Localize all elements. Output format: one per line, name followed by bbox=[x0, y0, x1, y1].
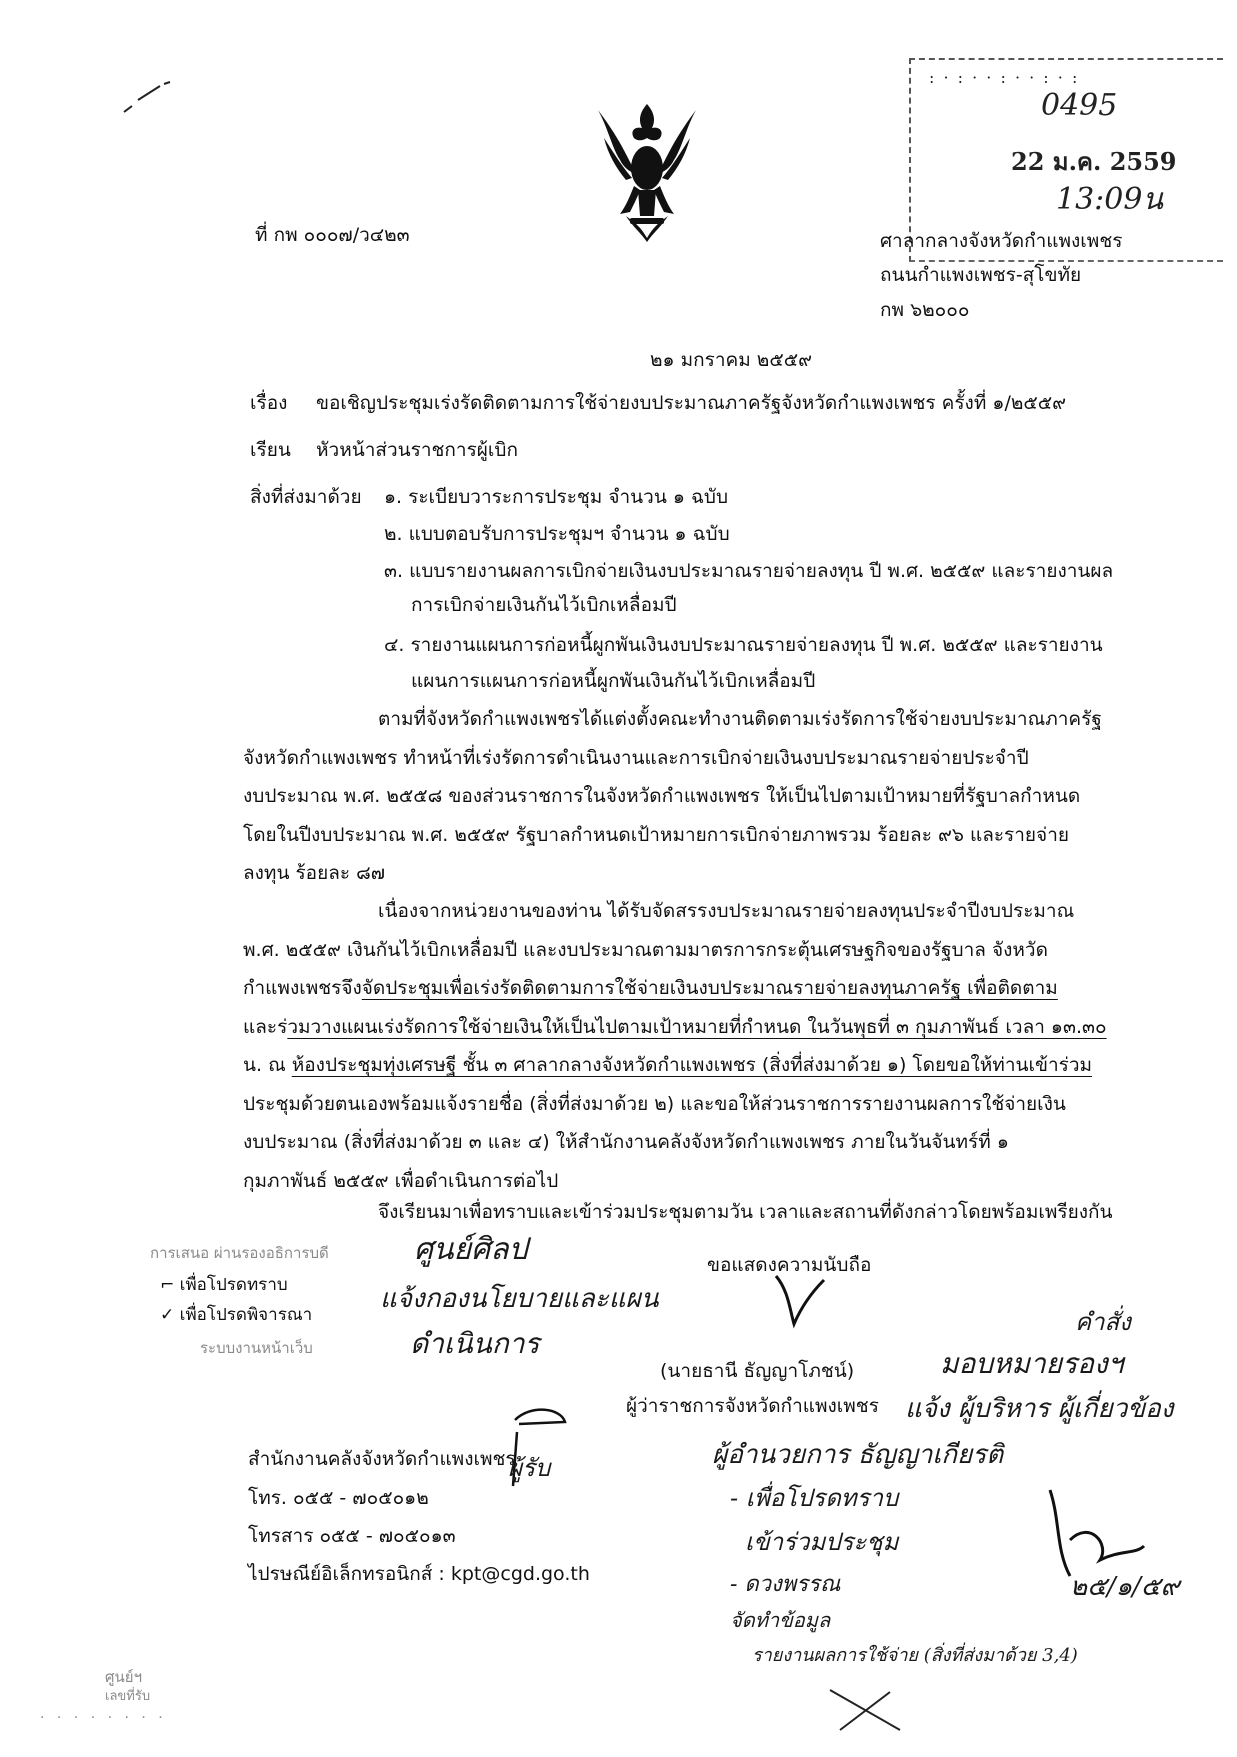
paragraph-line: ประชุมด้วยตนเองพร้อมแจ้งรายชื่อ (สิ่งที่ส่งมาด้วย ๒) และขอให้ส่วนราชการรายงานผลการใช้จ่ายเงิน bbox=[243, 1092, 1066, 1115]
handwritten-note: ดำเนินการ bbox=[410, 1327, 540, 1360]
underlined-text: ห้องประชุมทุ่งเศรษฐี ชั้น ๓ ศาลากลางจังหวัดกำแพงเพชร (สิ่งที่ส่งมาด้วย ๑) โดยขอให้ท่านเข้าร่วม bbox=[291, 1054, 1093, 1076]
stamp-header: : · : · · : · · : · : bbox=[929, 68, 1080, 87]
paragraph-line bbox=[243, 1046, 1138, 1085]
handwritten-note: แจ้งกองนโยบายและแผน bbox=[380, 1284, 659, 1314]
scribble-mark-icon bbox=[820, 1680, 910, 1740]
paragraph-line bbox=[243, 969, 1138, 1008]
enclosure-item: ๑. ระเบียบวาระการประชุม จำนวน ๑ ฉบับ bbox=[384, 486, 729, 508]
paragraph-line: กุมภาพันธ์ ๒๕๕๙ เพื่อดำเนินการต่อไป bbox=[243, 1169, 559, 1192]
paragraph-line: ตามที่จังหวัดกำแพงเพชรได้แต่งตั้งคณะทำงานติดตามเร่งรัดการใช้จ่ายงบประมาณภาครัฐ bbox=[378, 708, 1102, 730]
handwritten-order: จัดทำข้อมูล bbox=[730, 1608, 831, 1632]
checkbox-line-icon: ⌐ bbox=[160, 1275, 175, 1295]
paragraph-1 bbox=[243, 700, 1138, 893]
paragraph-line bbox=[243, 1008, 1138, 1047]
closing-text: จึงเรียนมาเพื่อทราบและเข้าร่วมประชุมตามวัน เวลาและสถานที่ดังกล่าวโดยพร้อมเพรียงกัน bbox=[378, 1201, 1113, 1223]
enclosure-item: แผนการแผนการก่อหนี้ผูกพันเงินกันไว้เบิกเหลื่อมปี bbox=[411, 670, 816, 692]
paragraph-line: ลงทุน ร้อยละ ๘๗ bbox=[243, 862, 386, 884]
paragraph-line: พ.ศ. ๒๕๕๙ เงินกันไว้เบิกเหลื่อมปี และงบประมาณตามมาตรการกระตุ้นเศรษฐกิจของรัฐบาล จังหวัด bbox=[243, 938, 1048, 961]
paragraph-line: เนื่องจากหน่วยงานของท่าน ได้รับจัดสรรงบประมาณรายจ่ายลงทุนประจำปีงบประมาณ bbox=[378, 900, 1075, 922]
address-line3: กพ ๖๒๐๐๐ bbox=[880, 299, 970, 321]
signer-name: (นายธานี ธัญญาโภชน์) bbox=[660, 1360, 855, 1382]
office-email: ไปรษณีย์อิเล็กทรอนิกส์ : kpt@cgd.go.th bbox=[248, 1563, 590, 1585]
to-text: หัวหน้าส่วนราชการผู้เบิก bbox=[316, 439, 518, 461]
enclosure-item: ๓. แบบรายงานผลการเบิกจ่ายเงินงบประมาณรายจ่ายลงทุน ปี พ.ศ. ๒๕๕๙ และรายงานผล bbox=[384, 560, 1114, 582]
office-fax: โทรสาร ๐๕๕ - ๗๐๕๐๑๓ bbox=[248, 1525, 456, 1547]
routing-title: การเสนอ ผ่านรองอธิการบดี bbox=[150, 1244, 329, 1262]
handwritten-order: - ดวงพรรณ bbox=[730, 1572, 841, 1597]
paragraph-line: จังหวัดกำแพงเพชร ทำหน้าที่เร่งรัดการดำเนินงานและการเบิกจ่ายเงินงบประมาณรายจ่ายประจำปี bbox=[243, 746, 1029, 769]
initials-date: ผู้รับ bbox=[508, 1454, 551, 1482]
stamp-date: 22 ม.ค. 2559 bbox=[1011, 147, 1177, 176]
order-label: คำสั่ง bbox=[1075, 1308, 1131, 1336]
subject-text: ขอเชิญประชุมเร่งรัดติดตามการใช้จ่ายงบประมาณภาครัฐจังหวัดกำแพงเพชร ครั้งที่ ๑/๒๕๕๙ bbox=[316, 392, 1067, 414]
signer-title: ผู้ว่าราชการจังหวัดกำแพงเพชร bbox=[626, 1395, 879, 1417]
handwritten-note: ศูนย์ศิลป bbox=[414, 1232, 528, 1267]
handwritten-order: มอบหมายรองฯ bbox=[940, 1347, 1124, 1380]
reference-number: ที่ กพ ๐๐๐๗/ว๔๒๓ bbox=[255, 224, 410, 246]
enclosure-item: ๔. รายงานแผนการก่อหนี้ผูกพันเงินงบประมาณรายจ่ายลงทุน ปี พ.ศ. ๒๕๕๙ และรายงาน bbox=[384, 634, 1103, 656]
to-label: เรียน bbox=[250, 439, 291, 461]
letter-date: ๒๑ มกราคม ๒๕๕๙ bbox=[650, 349, 813, 371]
text-segment: และร่ bbox=[243, 1015, 288, 1038]
bottom-stamp-line: ศูนย์ฯ bbox=[105, 1668, 142, 1686]
paragraph-line: งบประมาณ พ.ศ. ๒๕๕๘ ของส่วนราชการในจังหวัดกำแพงเพชร ให้เป็นไปตามเป้าหมายที่รัฐบาลกำหนด bbox=[243, 785, 1081, 807]
underlined-text: จัดประชุมเพื่อเร่งรัดติดตามการใช้จ่ายเงินงบประมาณรายจ่ายลงทุนภาครัฐ เพื่อติดตาม bbox=[361, 977, 1058, 999]
enclosures-label: สิ่งที่ส่งมาด้วย bbox=[250, 486, 362, 508]
signature-mark-icon bbox=[770, 1270, 830, 1330]
garuda-emblem-icon bbox=[590, 98, 704, 243]
handwritten-order: - เพื่อโปรดทราบ bbox=[730, 1484, 899, 1512]
routing-item bbox=[160, 1272, 288, 1298]
regards-text: ขอแสดงความนับถือ bbox=[707, 1254, 872, 1276]
routing-item: ระบบงานหน้าเว็บ bbox=[200, 1339, 313, 1357]
paragraph-line: งบประมาณ (สิ่งที่ส่งมาด้วย ๓ และ ๔) ให้สำนักงานคลังจังหวัดกำแพงเพชร ภายในวันจันทร์ที่ ๑ bbox=[243, 1131, 1009, 1153]
handwritten-order: เข้าร่วมประชุม bbox=[745, 1528, 899, 1556]
routing-item-label: เพื่อโปรดพิจารณา bbox=[179, 1305, 313, 1325]
underlined-text: วมวางแผนเร่งรัดการใช้จ่ายเงินให้เป็นไปตามเป้าหมายที่กำหนด ในวันพุธที่ ๓ กุมภาพันธ์ เวลา ๑๓.๓๐ bbox=[287, 1015, 1107, 1038]
routing-item-label: เพื่อโปรดทราบ bbox=[179, 1275, 288, 1295]
office-name: สำนักงานคลังจังหวัดกำแพงเพชร bbox=[248, 1448, 516, 1470]
office-tel: โทร. ๐๕๕ - ๗๐๕๐๑๒ bbox=[248, 1487, 429, 1509]
paragraph-line: โดยในปีงบประมาณ พ.ศ. ๒๕๕๙ รัฐบาลกำหนดเป้าหมายการเบิกจ่ายภาพรวม ร้อยละ ๙๖ และรายจ่าย bbox=[243, 823, 1069, 846]
handwritten-order: ผู้อำนวยการ ธัญญาเกียรติ bbox=[712, 1440, 1004, 1470]
enclosure-item: การเบิกจ่ายเงินกันไว้เบิกเหลื่อมปี bbox=[411, 594, 677, 616]
address-line1: ศาลากลางจังหวัดกำแพงเพชร bbox=[880, 230, 1123, 252]
check-mark-icon: ✓ bbox=[160, 1305, 175, 1325]
routing-item bbox=[160, 1302, 312, 1328]
handwritten-order: แจ้ง ผู้บริหาร ผู้เกี่ยวข้อง bbox=[905, 1394, 1174, 1424]
signature-date: ๒๕/๑/๕๙ bbox=[1070, 1572, 1180, 1602]
address-line2: ถนนกำแพงเพชร-สุโขทัย bbox=[880, 264, 1082, 286]
subject-label: เรื่อง bbox=[250, 392, 288, 414]
text-segment: กำแพงเพชรจึง bbox=[243, 977, 362, 999]
handwritten-order: รายงานผลการใช้จ่าย (สิ่งที่ส่งมาด้วย 3,4) bbox=[752, 1645, 1078, 1666]
pen-mark-icon bbox=[120, 78, 180, 118]
enclosure-item: ๒. แบบตอบรับการประชุมฯ จำนวน ๑ ฉบับ bbox=[384, 523, 730, 545]
stamp-time: 13:09น bbox=[1056, 182, 1163, 217]
bottom-stamp-marks: · · · · · · · · bbox=[40, 1710, 167, 1726]
paragraph-2 bbox=[243, 892, 1138, 1200]
stamp-number: 0495 bbox=[1041, 88, 1118, 123]
text-segment: น. ณ bbox=[243, 1054, 292, 1076]
bottom-stamp-line: เลขที่รับ bbox=[105, 1689, 151, 1704]
